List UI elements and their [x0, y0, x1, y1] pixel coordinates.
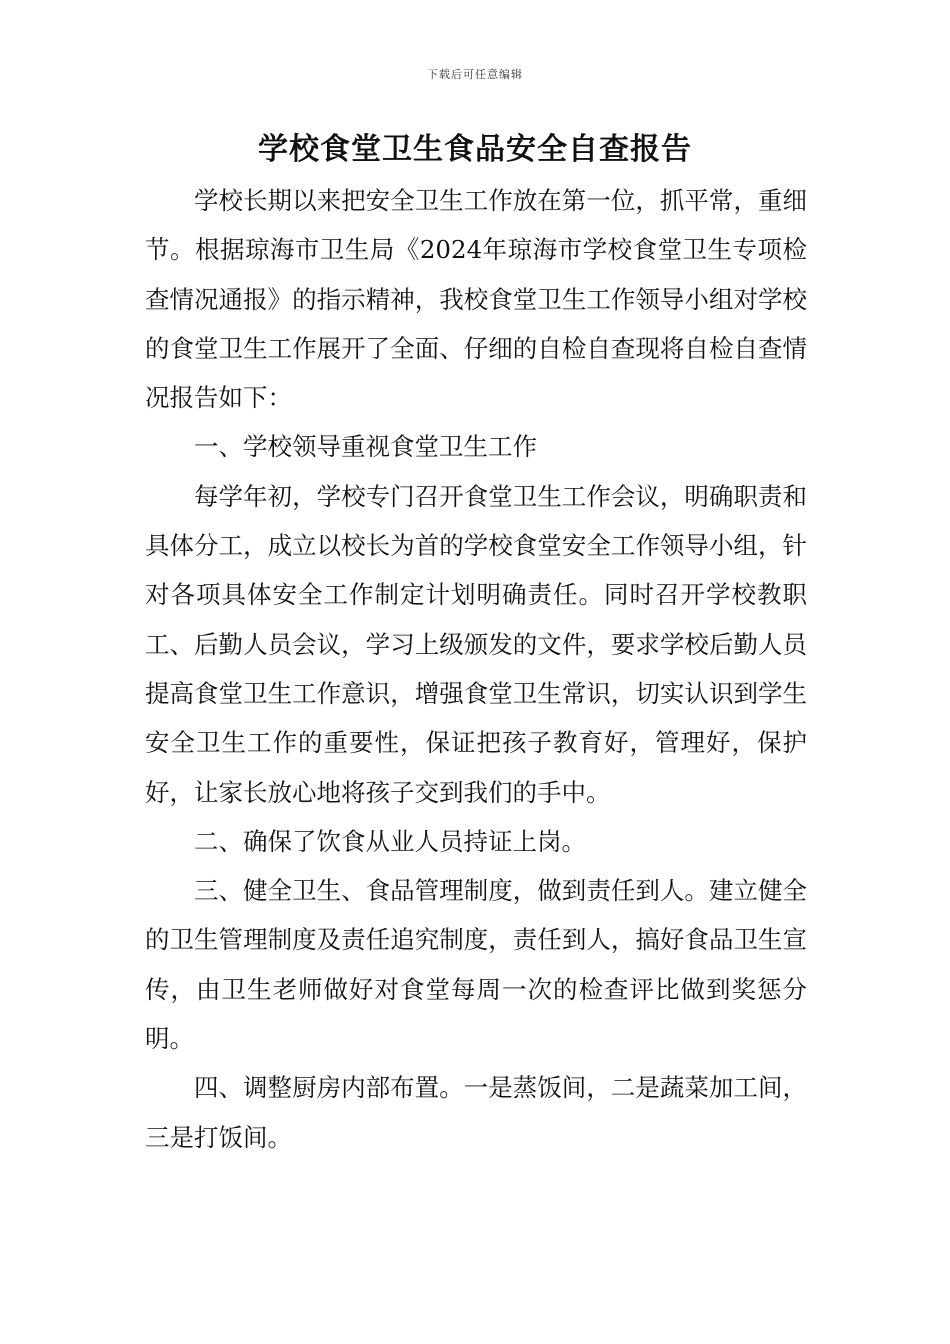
section-heading-2: 二、确保了饮食从业人员持证上岗。	[194, 826, 586, 856]
document-body	[145, 176, 807, 1162]
header-note: 下载后可任意编辑	[427, 68, 523, 81]
section-paragraph-4: 四、调整厨房内部布置。一是蒸饭间，二是蔬菜加工间，三是打饭间。	[145, 1073, 807, 1152]
document-title: 学校食堂卫生食品安全自查报告	[258, 132, 692, 167]
section-paragraph-1: 每学年初，学校专门召开食堂卫生工作会议，明确职责和具体分工，成立以校长为首的学校食堂安全工作领导小组，针对各项具体安全工作制定计划明确责任。同时召开学校教职工、后勤人员会议，学习上级颁发的文件，要求学校后勤人员提高食堂卫生工作意识，增强食堂卫生常识，切实认识到学生安全卫生工作的重要性，保证把孩子教育好，管理好，保护好，让家长放心地将孩子交到我们的手中。	[145, 481, 807, 807]
section-paragraph-3: 三、健全卫生、食品管理制度，做到责任到人。建立健全的卫生管理制度及责任追究制度，责任到人，搞好食品卫生宣传，由卫生老师做好对食堂每周一次的检查评比做到奖惩分明。	[145, 876, 807, 1054]
intro-paragraph: 学校长期以来把安全卫生工作放在第一位，抓平常，重细节。根据琼海市卫生局《2024年琼海市学校食堂卫生专项检查情况通报》的指示精神，我校食堂卫生工作领导小组对学校的食堂卫生工作展开了全面、仔细的自检自查现将自检自查情况报告如下：	[145, 186, 807, 413]
section-heading-1: 一、学校领导重视食堂卫生工作	[194, 432, 537, 462]
